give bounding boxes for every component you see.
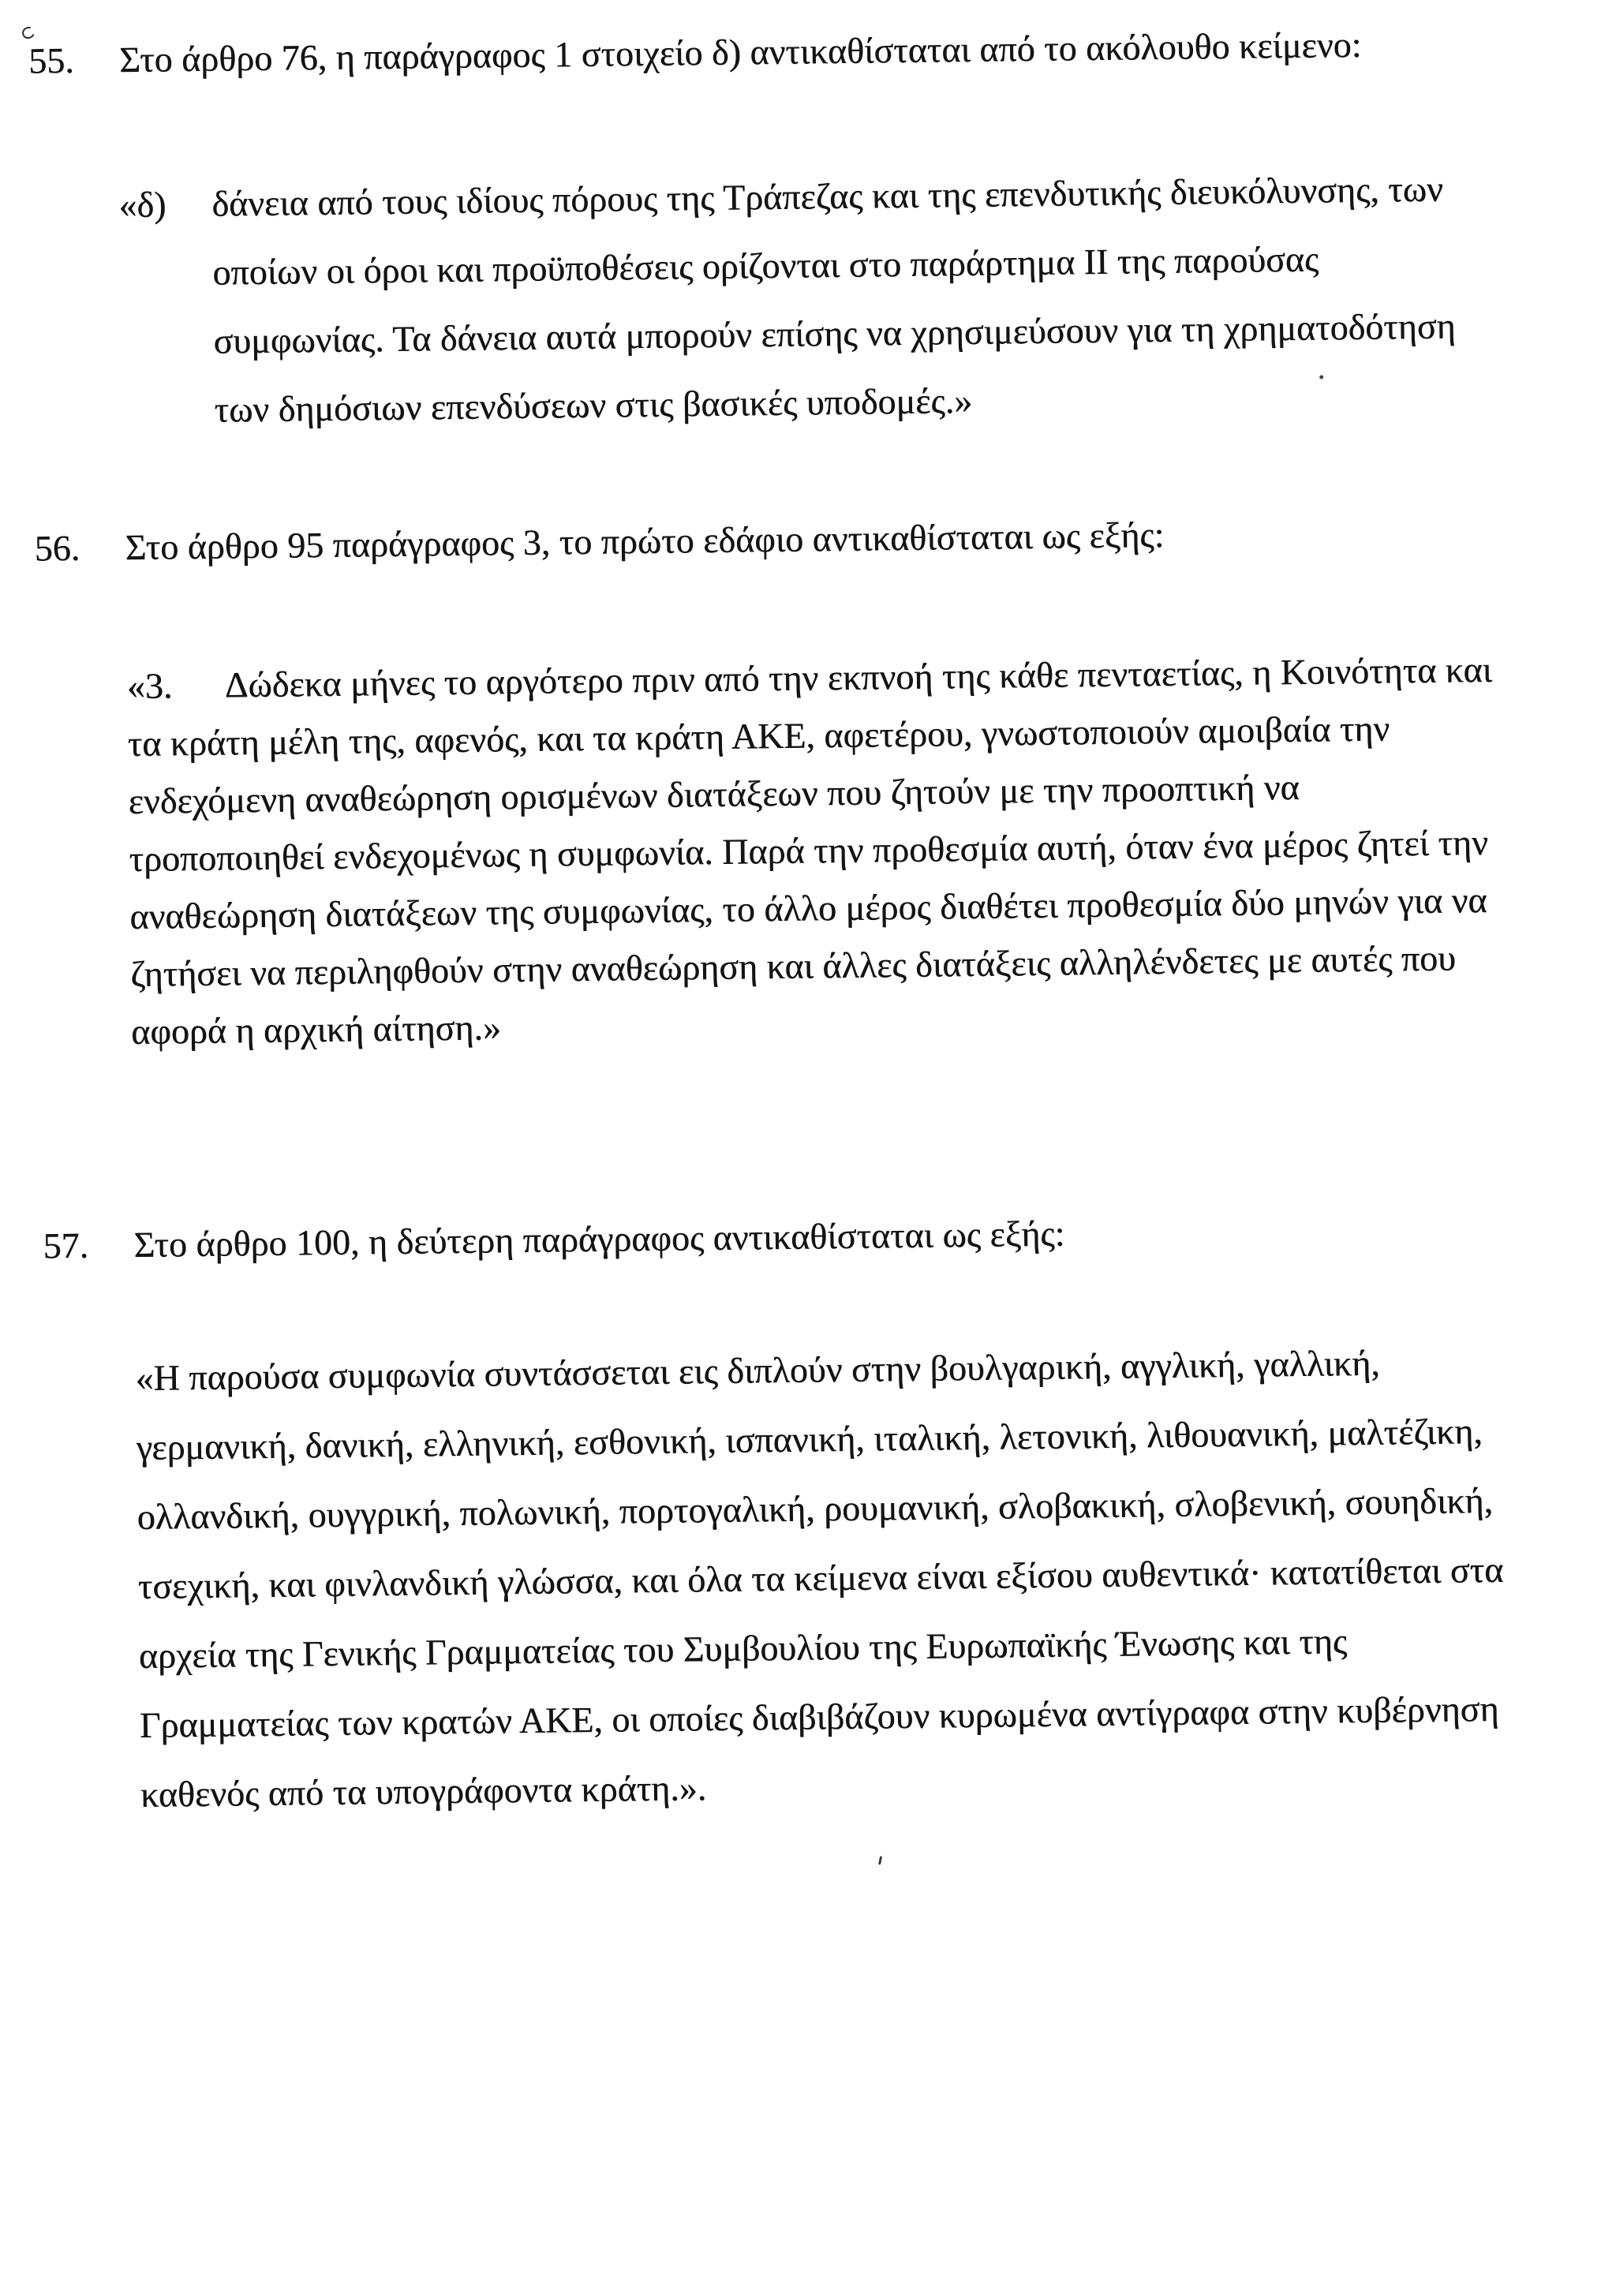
text-line: γερμανική, δανική, ελληνική, εσθονική, ισπανική, ιταλική, λετονική, λιθουανική, μαλτέζικη, (136, 1411, 1483, 1468)
text-line: Γραμματείας των κρατών ΑΚΕ, οι οποίες διαβιβάζουν κυρωμένα αντίγραφα στην κυβέρνηση (139, 1688, 1499, 1745)
item-number: 57. (43, 1225, 89, 1266)
text-line: αναθεώρηση διατάξεων της συμφωνίας, το άλλο μέρος διαθέτει προθεσμία δύο μηνών για να (129, 879, 1487, 937)
text-line: ενδεχόμενη αναθεώρηση ορισμένων διατάξεων που ζητούν με την προοπτική να (128, 766, 1300, 821)
text-line: αρχεία της Γενικής Γραμματείας του Συμβουλίου της Ευρωπαϊκής Ένωσης και της (138, 1621, 1348, 1676)
quote-marker: «3. (126, 665, 173, 706)
numbered-item-55 (0, 20, 1603, 84)
text-line: αφορά η αρχική αίτηση.» (130, 1007, 502, 1052)
item-number: 55. (28, 39, 74, 81)
text-line: τροποποιηθεί ενδεχομένως η συμφωνία. Παρά την προθεσμία αυτή, όταν ένα μέρος ζητεί την (129, 821, 1489, 879)
text-segment: Δώδεκα μήνες το αργότερο πριν από την εκπνοή της κάθε πενταετίας, η Κοινότητα και (224, 649, 1493, 705)
numbered-item-57 (1, 1205, 1616, 1269)
quoted-subparagraph-d (118, 154, 1457, 443)
text-line: οποίων οι όροι και προϋποθέσεις ορίζονται στο παράρτημα ΙΙ της παρούσας (212, 238, 1319, 293)
item-intro-line: Στο άρθρο 76, η παράγραφος 1 στοιχείο δ) αντικαθίσταται από το ακόλουθο κείμενο: (118, 24, 1362, 80)
text-line: τσεχική, και φινλανδική γλώσσα, και όλα τα κείμενα είναι εξίσου αυθεντικά· κατατίθεται στα (137, 1549, 1504, 1606)
scan-artifact-tick (878, 1856, 882, 1864)
text-line: ολλανδική, ουγγρική, πολωνική, πορτογαλική, ρουμανική, σλοβακική, σλοβενική, σουηδική, (137, 1479, 1494, 1537)
quote-marker: «δ) (118, 184, 166, 226)
text-line: τα κράτη μέλη της, αφενός, και τα κράτη ΑΚΕ, αφετέρου, γνωστοποιούν αμοιβαία την (127, 708, 1390, 764)
item-intro-line: Στο άρθρο 100, η δεύτερη παράγραφος αντικαθίσταται ως εξής: (133, 1213, 1065, 1265)
text-line: ζητήσει να περιληφθούν στην αναθεώρηση και άλλες διατάξεις αλληλένδετες με αυτές που (130, 937, 1457, 994)
item-number: 56. (34, 527, 80, 569)
text-line: συμφωνίας. Τα δάνεια αυτά μπορούν επίσης να χρησιμεύσουν για τη χρηματοδότηση (213, 305, 1456, 361)
scan-artifact-dot (1319, 375, 1323, 379)
item-intro-line: Στο άρθρο 95 παράγραφος 3, το πρώτο εδάφιο αντικαθίσταται ως εξής: (125, 514, 1165, 568)
numbered-item-56 (0, 507, 1609, 571)
quoted-paragraph-languages (135, 1327, 1506, 1830)
text-line: των δημόσιων επενδύσεων στις βασικές υποδομές.» (214, 380, 973, 430)
text-line: καθενός από τα υπογράφοντα κράτη.». (140, 1767, 707, 1815)
text-line: δάνεια από τους ιδίους πόρους της Τράπεζας και της επενδυτικής διευκόλυνσης, των (211, 168, 1444, 224)
quoted-paragraph-3 (126, 641, 1496, 1060)
text-line: «Η παρούσα συμφωνία συντάσσεται εις διπλούν στην βουλγαρική, αγγλική, γαλλική, (135, 1342, 1380, 1398)
